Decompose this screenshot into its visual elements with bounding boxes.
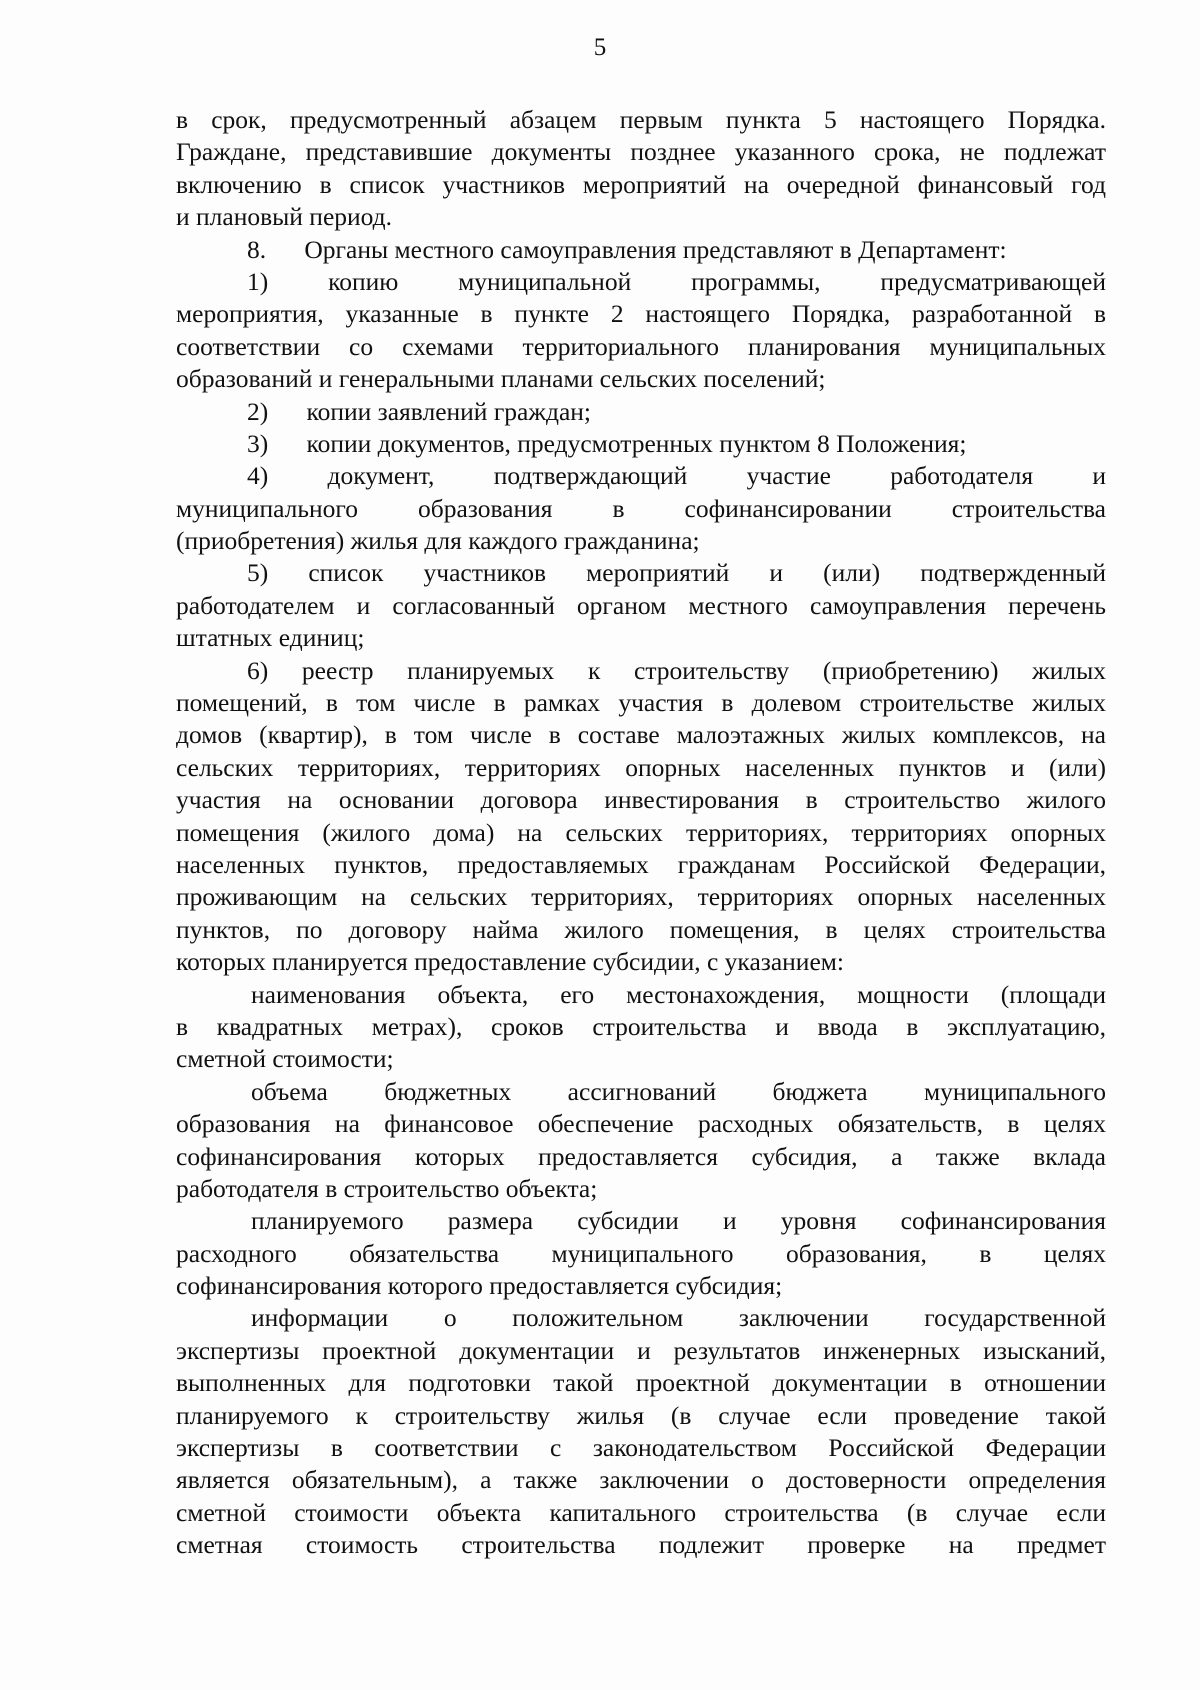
text-line: Граждане, представившие документы позднее указанного срока, не подлежат <box>176 137 1106 167</box>
text-line: сметная стоимость строительства подлежит проверке на предмет <box>176 1530 1106 1560</box>
text-line: планируемого к строительству жилья (в случае если проведение такой <box>176 1400 1106 1430</box>
text-line: 3) копии документов, предусмотренных пунктом 8 Положения; <box>247 428 967 458</box>
text-line: проживающим на сельских территориях, территориях опорных населенных <box>176 882 1106 912</box>
text-line: мероприятия, указанные в пункте 2 настоящего Порядка, разработанной в <box>176 299 1106 329</box>
page-number: 5 <box>593 34 607 61</box>
text-line: расходного обязательства муниципального образования, в целях <box>176 1238 1106 1268</box>
text-line: объема бюджетных ассигнований бюджета муниципального <box>251 1076 1106 1106</box>
text-line: софинансирования которого предоставляется субсидия; <box>176 1271 783 1301</box>
text-line: работодателя в строительство объекта; <box>176 1173 598 1203</box>
text-line: штатных единиц; <box>176 623 365 653</box>
text-line: сметной стоимости; <box>176 1044 394 1074</box>
text-line: 6) реестр планируемых к строительству (приобретению) жилых <box>247 655 1106 685</box>
text-line: софинансирования которых предоставляется субсидия, а также вклада <box>176 1141 1106 1171</box>
text-line: сельских территориях, территориях опорных населенных пунктов и (или) <box>176 752 1106 782</box>
text-line: помещений, в том числе в рамках участия в долевом строительстве жилых <box>176 688 1106 718</box>
text-line: 2) копии заявлений граждан; <box>247 396 592 426</box>
text-line: муниципального образования в софинансировании строительства <box>176 493 1106 523</box>
text-line: включению в список участников мероприятий на очередной финансовый год <box>176 169 1106 199</box>
text-line: наименования объекта, его местонахождения, мощности (площади <box>251 979 1106 1009</box>
text-line: планируемого размера субсидии и уровня софинансирования <box>251 1206 1106 1236</box>
text-line: и плановый период. <box>176 202 393 232</box>
text-line: в квадратных метрах), сроков строительства и ввода в эксплуатацию, <box>176 1011 1106 1041</box>
text-line: участия на основании договора инвестирования в строительство жилого <box>176 785 1106 815</box>
text-line: помещения (жилого дома) на сельских территориях, территориях опорных <box>176 817 1106 847</box>
text-line: работодателем и согласованный органом местного самоуправления перечень <box>176 590 1106 620</box>
text-line: пунктов, по договору найма жилого помещения, в целях строительства <box>176 914 1106 944</box>
text-line: домов (квартир), в том числе в составе малоэтажных жилых комплексов, на <box>176 720 1106 750</box>
text-line: 1) копию муниципальной программы, предусматривающей <box>247 266 1106 296</box>
document-body <box>176 104 1106 1562</box>
text-line: 5) список участников мероприятий и (или) подтвержденный <box>247 558 1106 588</box>
text-line: соответствии со схемами территориального планирования муниципальных <box>176 331 1106 361</box>
text-line: экспертизы в соответствии с законодательством Российской Федерации <box>176 1433 1106 1463</box>
text-line: 8. Органы местного самоуправления представляют в Департамент: <box>247 234 1007 264</box>
text-line: образований и генеральными планами сельских поселений; <box>176 364 826 394</box>
text-line: образования на финансовое обеспечение расходных обязательств, в целях <box>176 1109 1106 1139</box>
text-line: выполненных для подготовки такой проектной документации в отношении <box>176 1368 1106 1398</box>
text-line: в срок, предусмотренный абзацем первым пункта 5 настоящего Порядка. <box>176 105 1106 134</box>
text-line: является обязательным), а также заключении о достоверности определения <box>176 1465 1106 1495</box>
text-line: сметной стоимости объекта капитального строительства (в случае если <box>176 1497 1106 1527</box>
text-line: информации о положительном заключении государственной <box>251 1303 1106 1333</box>
text-line: экспертизы проектной документации и результатов инженерных изысканий, <box>176 1335 1106 1365</box>
text-line: населенных пунктов, предоставляемых гражданам Российской Федерации, <box>176 849 1106 879</box>
text-line: (приобретения) жилья для каждого гражданина; <box>176 526 700 556</box>
text-line: 4) документ, подтверждающий участие работодателя и <box>247 461 1106 491</box>
text-line: которых планируется предоставление субсидии, с указанием: <box>176 947 844 977</box>
